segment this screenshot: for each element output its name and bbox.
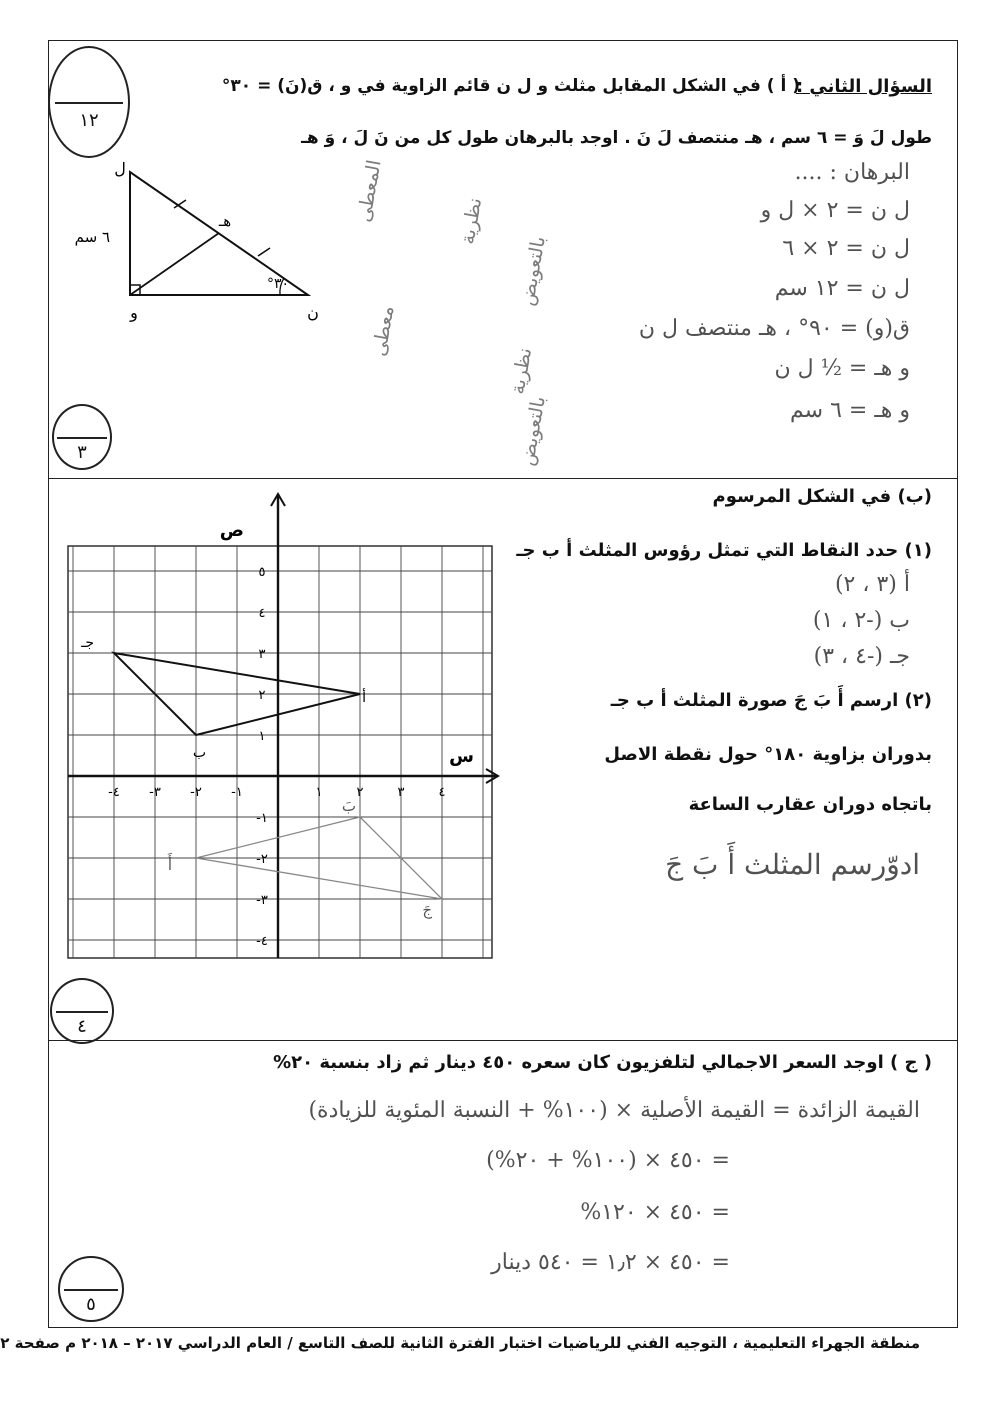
section-divider-b bbox=[48, 1040, 958, 1041]
x-tick-label: ٣ bbox=[397, 785, 405, 800]
y-tick-label: ٤ bbox=[258, 606, 266, 621]
triangle-figure bbox=[74, 159, 338, 330]
y-tick-label: ٢ bbox=[258, 688, 266, 703]
page-footer: منطقة الجهراء التعليمية ، التوجيه الفني للرياضيات اختبار الفترة الثانية للصف التاسع / العام الدراسي ٢٠١٧ – ٢٠١٨ م صفحة ٢ bbox=[0, 1334, 920, 1352]
vertex-label: جـ bbox=[81, 635, 94, 651]
y-tick-label: ١ bbox=[258, 729, 266, 744]
vertex-label: أ bbox=[362, 690, 366, 706]
part-b-q2-line1: (٢) ارسم أَ بَ جَ صورة المثلث أ ب جـ bbox=[610, 690, 932, 711]
x-tick-label: ٤- bbox=[108, 785, 120, 800]
score-c-oval: ٥ bbox=[58, 1256, 124, 1322]
part-a-statement: ( أ ) في الشكل المقابل مثلث و ل ن قائم الزاوية في و ، ق(نَ) = ٣٠° bbox=[221, 76, 800, 96]
score-a-oval: ٣ bbox=[52, 404, 112, 470]
vertex-label: ب bbox=[192, 745, 206, 761]
part-b-q2-line3: باتجاه دوران عقارب الساعة bbox=[688, 794, 932, 815]
part-a-statement-2: طول لَ وَ = ٦ سم ، هـ منتصف لَ نَ . اوجد بالبرهان طول كل من نَ لَ ، وَ هـ bbox=[301, 128, 932, 148]
side-label: ٦ سم bbox=[74, 228, 110, 246]
question-header: السؤال الثاني : bbox=[795, 76, 932, 97]
y-tick-label: ٥ bbox=[258, 565, 266, 580]
x-tick-label: ٢ bbox=[356, 785, 364, 800]
image-vertex-label: أَ bbox=[167, 856, 172, 874]
x-tick-label: ٣- bbox=[149, 785, 161, 800]
x-tick-label: ٢- bbox=[190, 785, 202, 800]
y-tick-label: ١- bbox=[256, 811, 268, 826]
part-c-title: ( ج ) اوجد السعر الاجمالي لتلفزيون كان سعره ٤٥٠ دينار ثم زاد بنسبة ٢٠% bbox=[273, 1052, 932, 1073]
vertex-N: ن bbox=[307, 303, 319, 322]
y-tick-label: ٤- bbox=[256, 934, 268, 949]
vertex-H: هـ bbox=[218, 212, 232, 230]
vertex-L: ل bbox=[114, 159, 126, 178]
image-vertex-label: جَ bbox=[422, 901, 432, 919]
section-divider-a bbox=[48, 478, 958, 479]
part-b-q1: (١) حدد النقاط التي تمثل رؤوس المثلث أ ب جـ bbox=[516, 540, 932, 561]
y-tick-label: ٣ bbox=[258, 647, 266, 662]
part-b-q2-line2: بدوران بزاوية ١٨٠° حول نقطة الاصل bbox=[604, 744, 932, 765]
total-score-oval: ١٢ bbox=[48, 46, 130, 158]
x-tick-label: ١ bbox=[315, 785, 323, 800]
part-b-title: (ب) في الشكل المرسوم bbox=[712, 486, 932, 507]
part-b-q2-answer: ادوّرسم المثلث أَ بَ جَ bbox=[665, 848, 920, 881]
vertex-W: و bbox=[130, 303, 138, 322]
coordinate-grid bbox=[62, 488, 512, 988]
angle-label: ٣٠° bbox=[266, 276, 290, 292]
y-axis-label: ص bbox=[219, 520, 244, 541]
y-tick-label: ٢- bbox=[256, 852, 268, 867]
x-tick-label: ٤ bbox=[438, 785, 446, 800]
y-tick-label: ٣- bbox=[256, 893, 268, 908]
x-tick-label: ١- bbox=[231, 785, 243, 800]
x-axis-label: س bbox=[449, 746, 474, 767]
image-vertex-label: بَ bbox=[341, 797, 356, 815]
score-b-oval: ٤ bbox=[50, 978, 114, 1044]
